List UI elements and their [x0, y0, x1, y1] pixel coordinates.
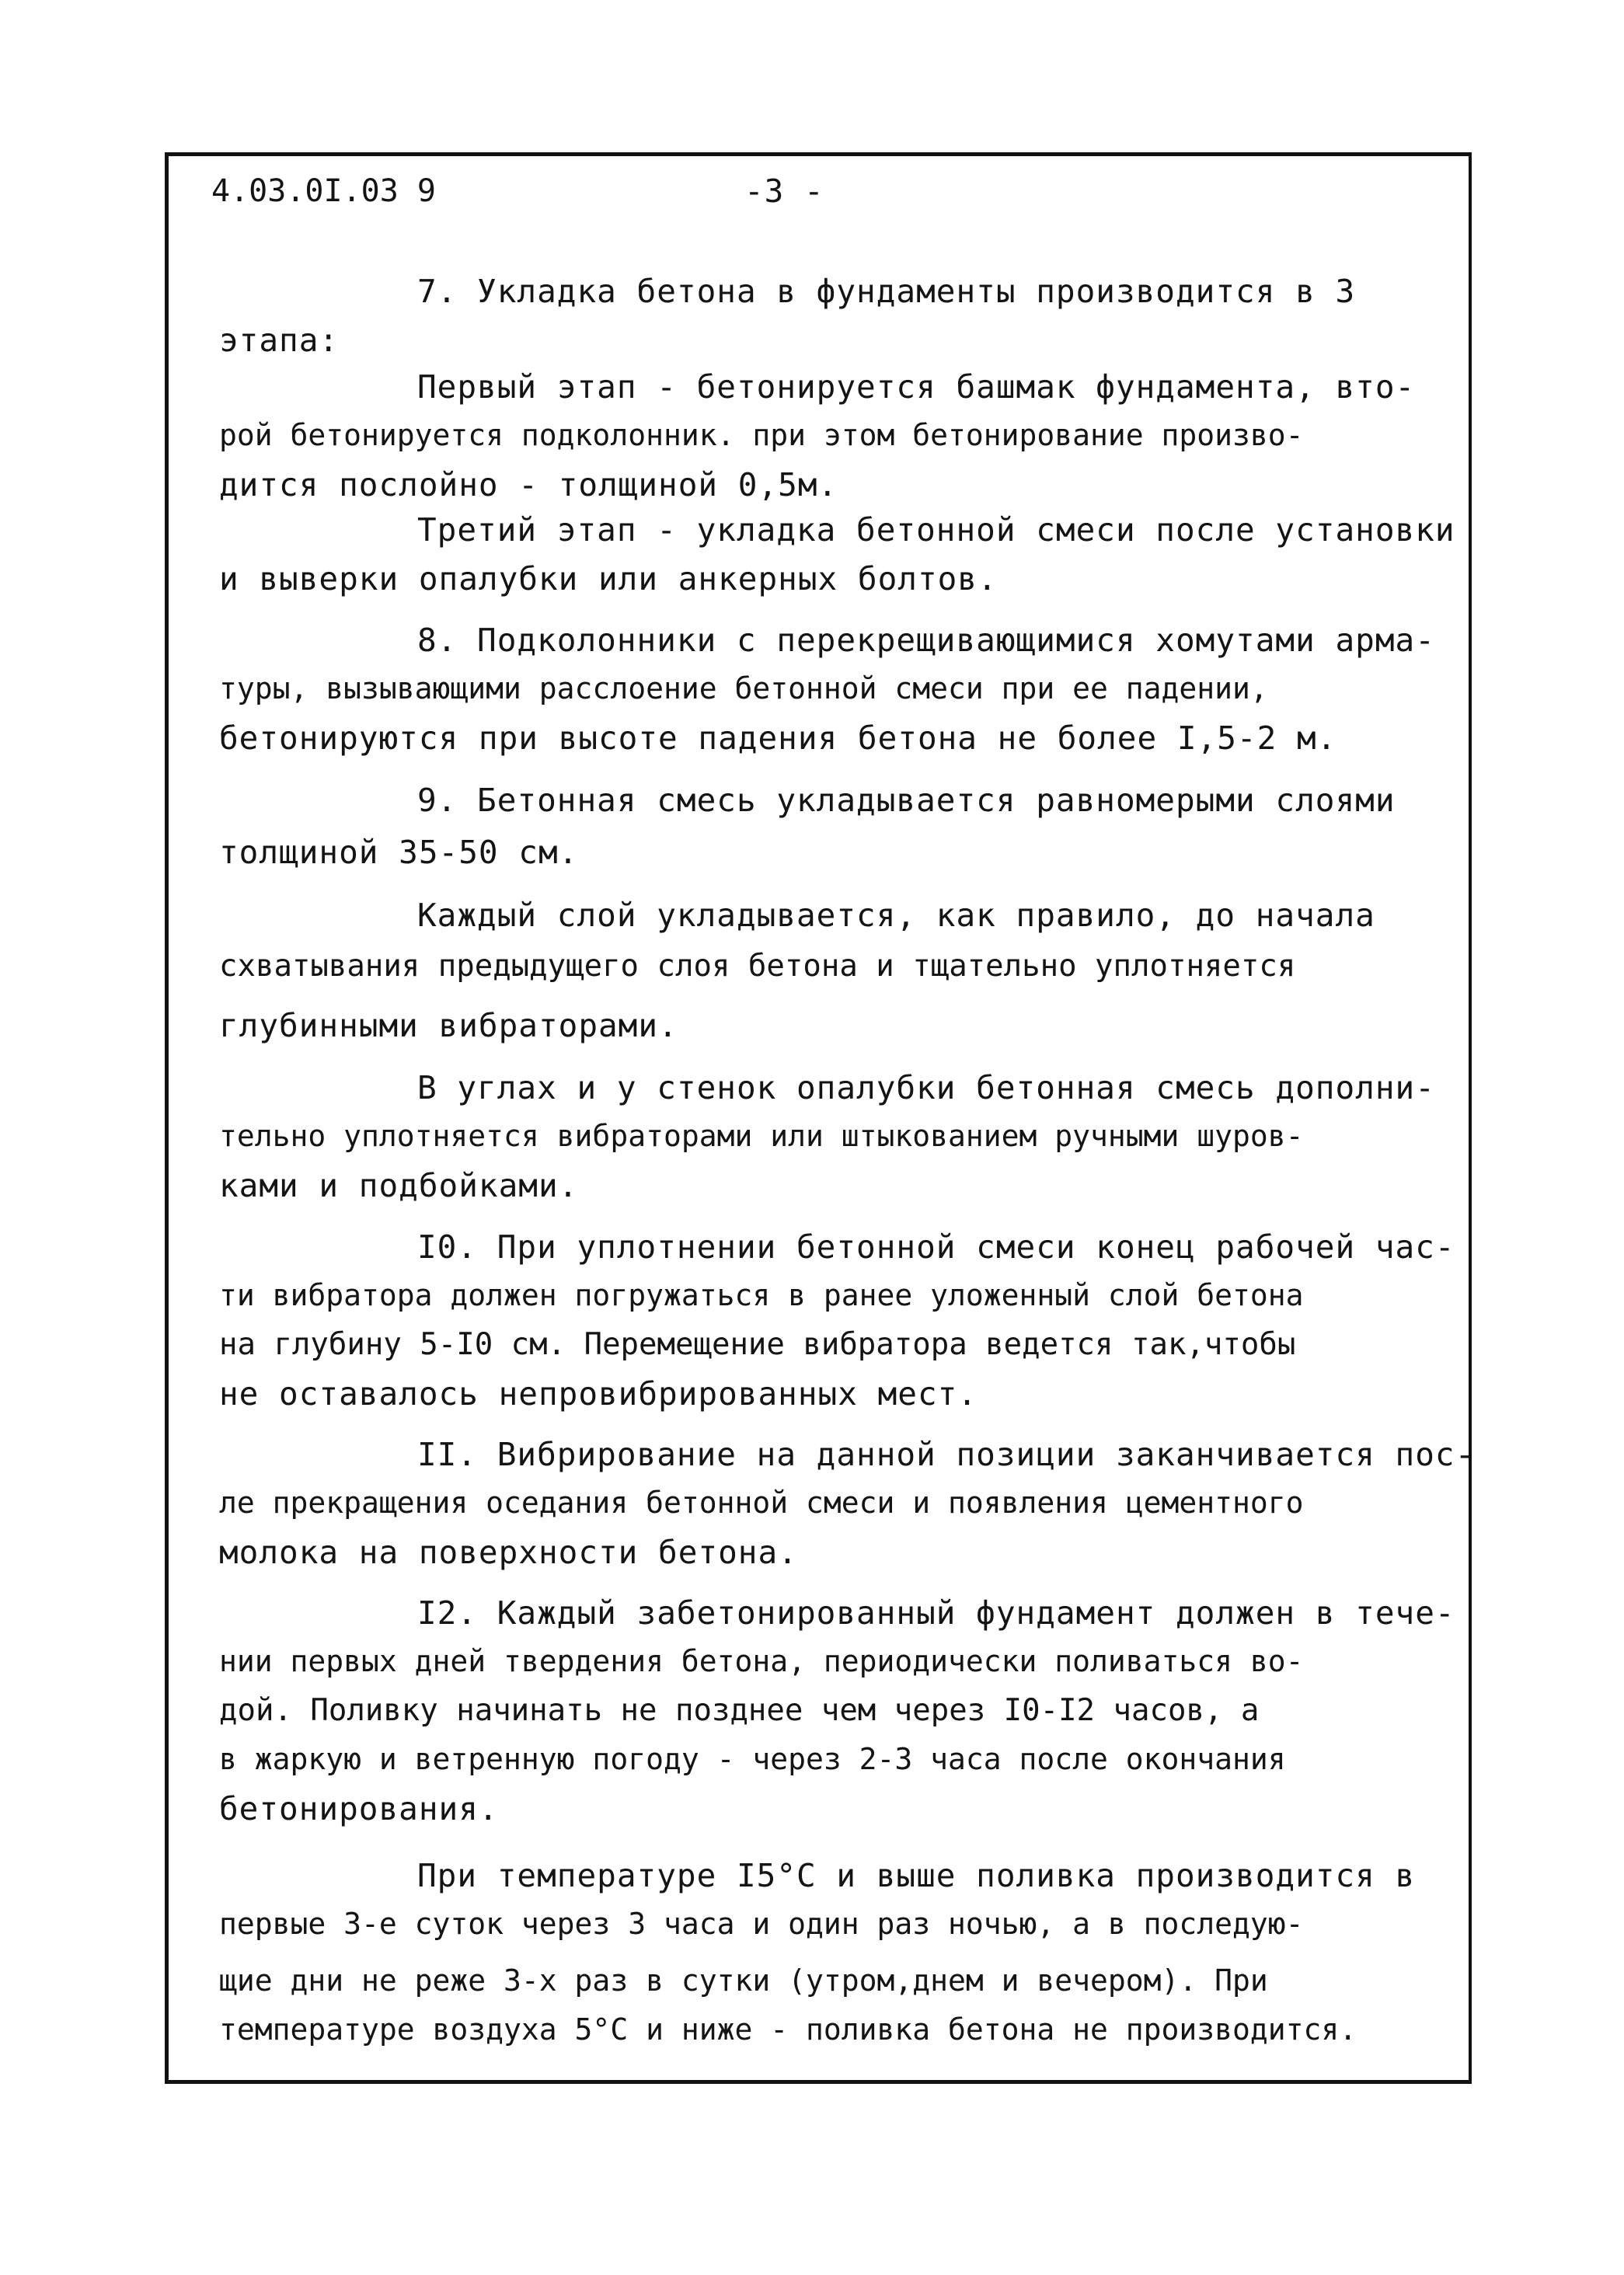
text-line: Первый этап - бетонируется башмак фундамента, вто-: [417, 368, 1416, 406]
page-number: -3 -: [744, 172, 824, 210]
text-line: и выверки опалубки или анкерных болтов.: [219, 560, 998, 597]
text-line: молока на поверхности бетона.: [219, 1534, 798, 1571]
text-line: Третий этап - укладка бетонной смеси после установки: [417, 511, 1455, 549]
text-line: дится послойно - толщиной 0,5м.: [219, 466, 838, 503]
text-line: ти вибратора должен погружаться в ранее уложенный слой бетона: [219, 1278, 1304, 1312]
text-line: II. Вибрирование на данной позиции заканчивается пос-: [417, 1436, 1476, 1473]
text-line: толщиной 35-50 см.: [219, 834, 579, 871]
text-line: Каждый слой укладывается, как правило, до начала: [417, 897, 1375, 934]
text-line: не оставалось непровибрированных мест.: [219, 1375, 978, 1413]
text-line: I2. Каждый забетонированный фундамент должен в тече-: [417, 1594, 1455, 1632]
text-line: щие дни не реже 3-х раз в сутки (утром,днем и вечером). При: [219, 1963, 1268, 1998]
text-line: на глубину 5-I0 см. Перемещение вибратора ведется так,чтобы: [219, 1327, 1296, 1362]
document-code: 4.03.0I.03 9: [211, 173, 436, 209]
text-line: туры, вызывающими расслоение бетонной смеси при ее падении,: [219, 671, 1268, 705]
text-line: глубинными вибраторами.: [219, 1007, 678, 1044]
text-line: в жаркую и ветренную погоду - через 2-3 часа после окончания: [219, 1742, 1286, 1776]
text-line: ле прекращения оседания бетонной смеси и появления цементного: [219, 1486, 1304, 1520]
text-line: В углах и у стенок опалубки бетонная смесь дополни-: [417, 1069, 1435, 1106]
text-line: первые 3-е суток через 3 часа и один раз ночью, а в последую-: [219, 1907, 1304, 1941]
text-line: температуре воздуха 5°С и ниже - поливка бетона не производится.: [219, 2012, 1357, 2047]
text-line: бетонируются при высоте падения бетона не более I,5-2 м.: [219, 719, 1337, 757]
text-line: При температуре I5°С и выше поливка производится в: [417, 1857, 1416, 1894]
text-line: 7. Укладка бетона в фундаменты производится в 3: [417, 273, 1356, 310]
text-line: 9. Бетонная смесь укладывается равномерыми слоями: [417, 782, 1396, 819]
text-line: схватывания предыдущего слоя бетона и тщательно уплотняется: [219, 949, 1296, 984]
text-line: этапа:: [219, 322, 340, 359]
text-line: дой. Поливку начинать не позднее чем через I0-I2 часов, а: [219, 1693, 1260, 1728]
text-line: ками и подбойками.: [219, 1167, 579, 1204]
text-line: I0. При уплотнении бетонной смеси конец рабочей час-: [417, 1228, 1455, 1266]
text-line: бетонирования.: [219, 1790, 499, 1827]
text-line: тельно уплотняется вибраторами или штыкованием ручными шуров-: [219, 1119, 1304, 1153]
text-line: 8. Подколонники с перекрещивающимися хомутами арма-: [417, 622, 1435, 659]
text-line: рой бетонируется подколонник. при этом бетонирование произво-: [219, 418, 1304, 452]
text-line: нии первых дней твердения бетона, периодически поливаться во-: [219, 1644, 1304, 1678]
